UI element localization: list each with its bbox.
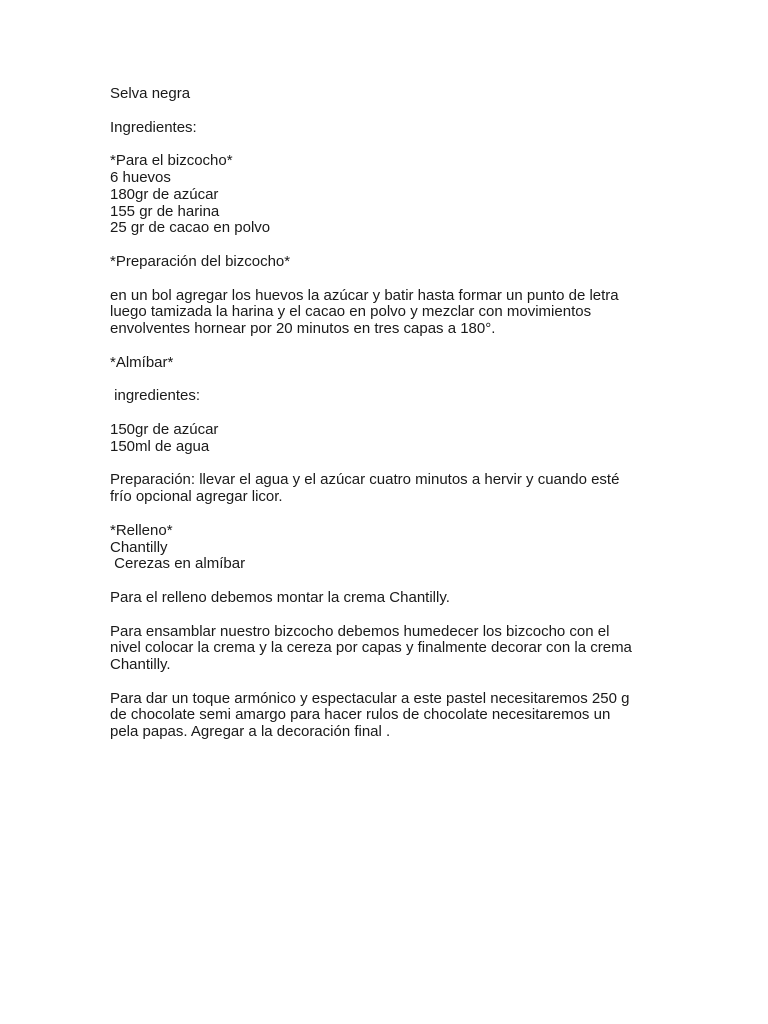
bizcocho-ingredient: 155 gr de harina	[110, 202, 220, 220]
final-text: pela papas. Agregar a la decoración final .	[110, 723, 391, 741]
almibar-ingredient: 150gr de azúcar	[110, 420, 219, 438]
almibar-ingredients-label: ingredientes:	[110, 387, 201, 405]
document-title: Selva negra	[110, 85, 191, 102]
ingredients-heading: Ingredientes:	[110, 118, 197, 136]
preparacion-bizcocho-text: luego tamizada la harina y el cacao en polvo y mezclar con movimientos	[110, 303, 592, 321]
spacer	[110, 506, 670, 523]
relleno-item: Cerezas en almíbar	[110, 555, 246, 573]
bizcocho-ingredient: 6 huevos	[110, 168, 171, 186]
spacer	[110, 405, 670, 422]
spacer	[110, 103, 670, 120]
spacer	[110, 271, 670, 288]
almibar-ingredient: 150ml de agua	[110, 437, 210, 455]
final-text: Para dar un toque armónico y espectacular a este pastel necesitaremos 250 g	[110, 689, 630, 707]
ensamblar-text: nivel colocar la crema y la cereza por capas y finalmente decorar con la crema	[110, 639, 632, 657]
almibar-preparation: frío opcional agregar licor.	[110, 488, 283, 506]
spacer	[110, 674, 670, 691]
spacer	[110, 338, 670, 355]
preparacion-bizcocho-heading: *Preparación del bizcocho*	[110, 252, 291, 270]
bizcocho-ingredient: 25 gr de cacao en polvo	[110, 219, 271, 237]
preparacion-bizcocho-text: en un bol agregar los huevos la azúcar y batir hasta formar un punto de letra	[110, 286, 619, 304]
document-body	[110, 86, 670, 741]
bizcocho-heading: *Para el bizcocho*	[110, 152, 233, 170]
relleno-heading: *Relleno*	[110, 521, 173, 539]
bizcocho-ingredient: 180gr de azúcar	[110, 185, 219, 203]
almibar-preparation: Preparación: llevar el agua y el azúcar cuatro minutos a hervir y cuando esté	[110, 471, 620, 489]
spacer	[110, 136, 670, 153]
ensamblar-text: Chantilly.	[110, 656, 171, 674]
spacer	[110, 237, 670, 254]
spacer	[110, 456, 670, 473]
ensamblar-text: Para ensamblar nuestro bizcocho debemos humedecer los bizcocho con el	[110, 622, 610, 640]
almibar-heading: *Almíbar*	[110, 353, 174, 371]
spacer	[110, 607, 670, 624]
spacer	[110, 573, 670, 590]
preparacion-bizcocho-text: envolventes hornear por 20 minutos en tres capas a 180°.	[110, 320, 496, 338]
spacer	[110, 372, 670, 389]
relleno-item: Chantilly	[110, 538, 168, 556]
final-text: de chocolate semi amargo para hacer rulos de chocolate necesitaremos un	[110, 706, 611, 724]
relleno-note: Para el relleno debemos montar la crema Chantilly.	[110, 588, 450, 606]
